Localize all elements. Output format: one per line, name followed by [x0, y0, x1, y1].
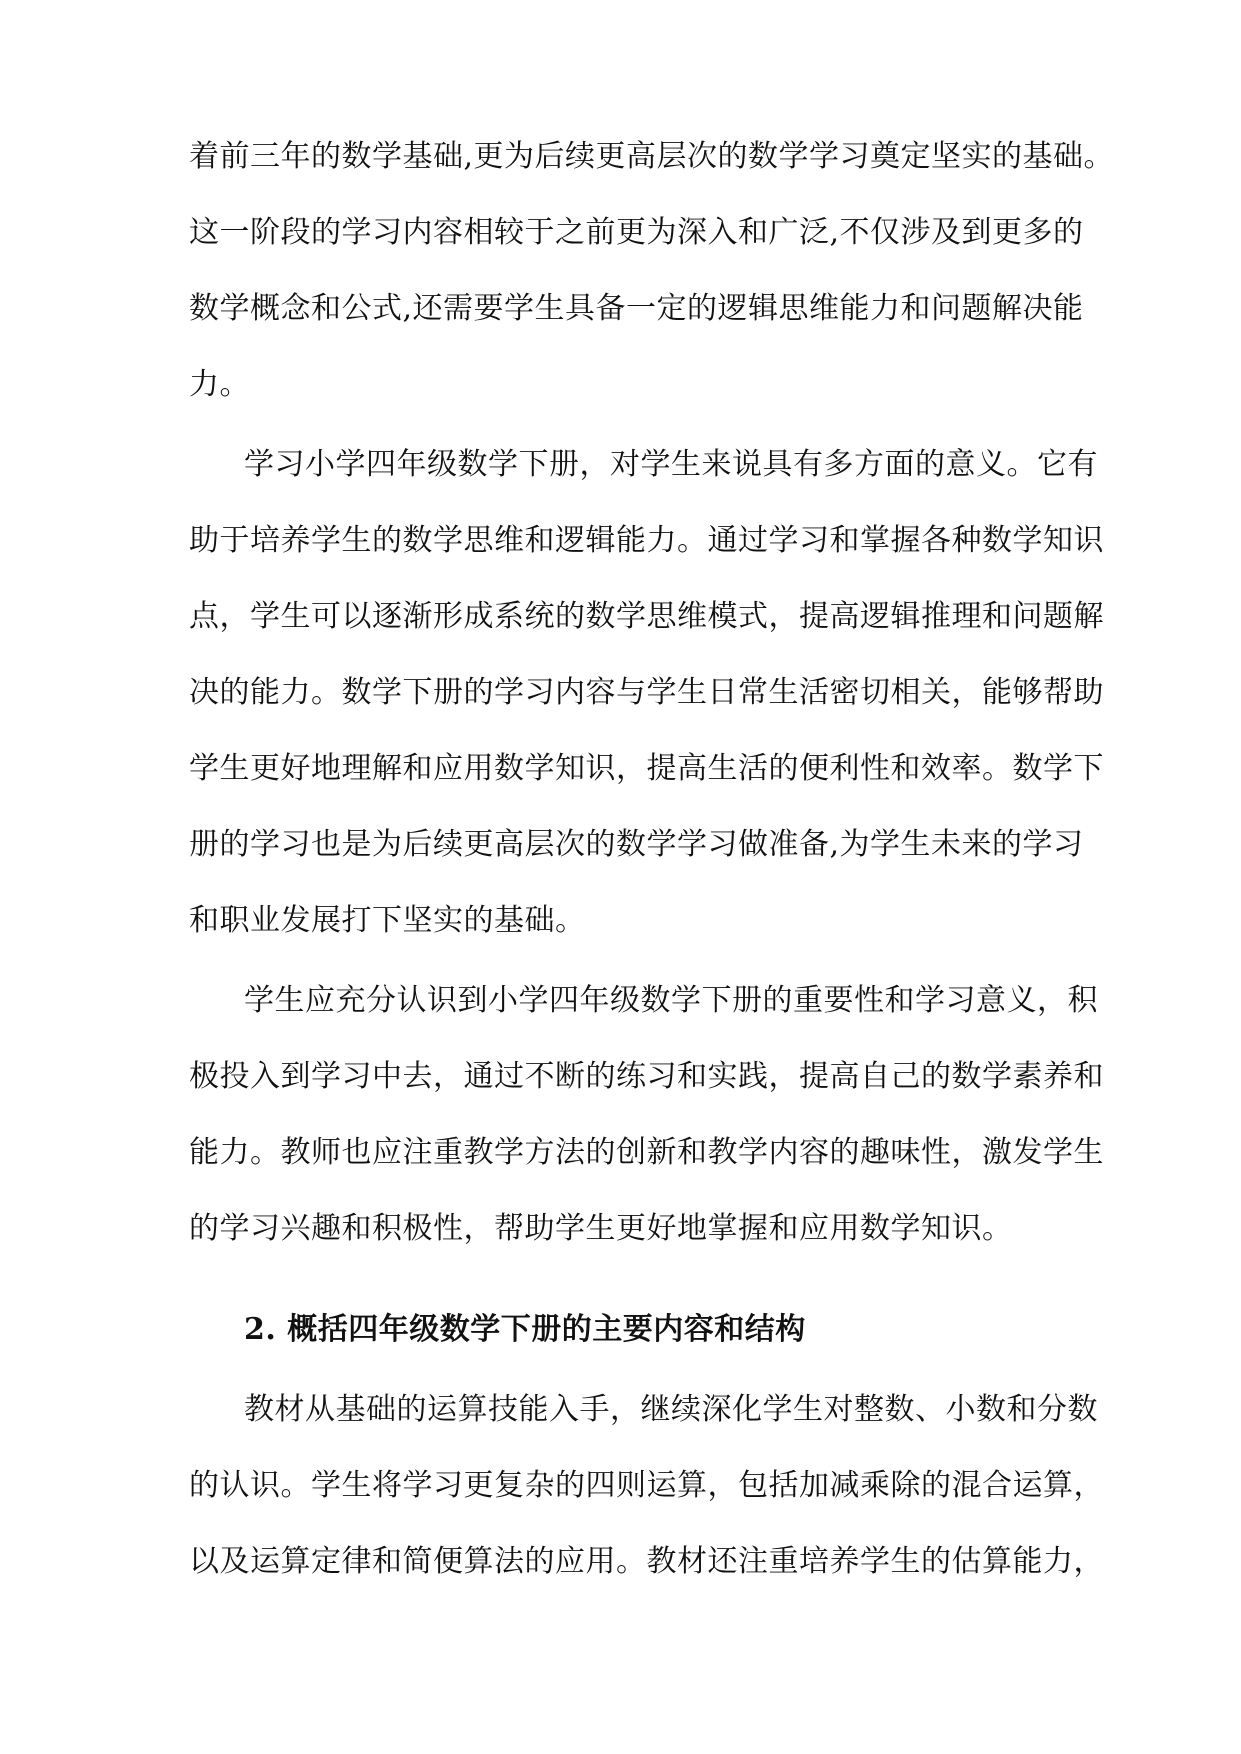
- paragraph-3-line-3: 能力。教师也应注重教学方法的创新和教学内容的趣味性，激发学生: [189, 1135, 1104, 1170]
- paragraph-3-line-2: 极投入到学习中去，通过不断的练习和实践，提高自己的数学素养和: [189, 1059, 1104, 1094]
- paragraph-1-line-3: 数学概念和公式,还需要学生具备一定的逻辑思维能力和问题解决能: [189, 291, 1084, 326]
- paragraph-1-line-2: 这一阶段的学习内容相较于之前更为深入和广泛,不仅涉及到更多的: [189, 215, 1084, 250]
- paragraph-2-line-1: 学习小学四年级数学下册，对学生来说具有多方面的意义。它有: [244, 447, 1098, 482]
- paragraph-1-line-4: 力。: [189, 367, 250, 402]
- paragraph-4-line-1: 教材从基础的运算技能入手，继续深化学生对整数、小数和分数: [244, 1392, 1098, 1427]
- section-heading: 2. 概括四年级数学下册的主要内容和结构: [244, 1312, 806, 1347]
- paragraph-3-line-4: 的学习兴趣和积极性，帮助学生更好地掌握和应用数学知识。: [189, 1211, 1013, 1246]
- paragraph-4-line-2: 的认识。学生将学习更复杂的四则运算，包括加减乘除的混合运算，: [189, 1468, 1104, 1503]
- paragraph-2-line-3: 点，学生可以逐渐形成系统的数学思维模式，提高逻辑推理和问题解: [189, 599, 1104, 634]
- paragraph-1-line-1: 着前三年的数学基础,更为后续更高层次的数学学习奠定坚实的基础。: [189, 139, 1115, 174]
- paragraph-2-line-7: 和职业发展打下坚实的基础。: [189, 903, 586, 938]
- paragraph-2-line-5: 学生更好地理解和应用数学知识，提高生活的便利性和效率。数学下: [189, 751, 1104, 786]
- paragraph-3-line-1: 学生应充分认识到小学四年级数学下册的重要性和学习意义，积: [244, 983, 1098, 1018]
- paragraph-2-line-2: 助于培养学生的数学思维和逻辑能力。通过学习和掌握各种数学知识: [189, 523, 1104, 558]
- paragraph-2-line-4: 决的能力。数学下册的学习内容与学生日常生活密切相关，能够帮助: [189, 675, 1104, 710]
- paragraph-2-line-6: 册的学习也是为后续更高层次的数学学习做准备,为学生未来的学习: [189, 827, 1084, 862]
- paragraph-4-line-3: 以及运算定律和简便算法的应用。教材还注重培养学生的估算能力，: [189, 1544, 1104, 1579]
